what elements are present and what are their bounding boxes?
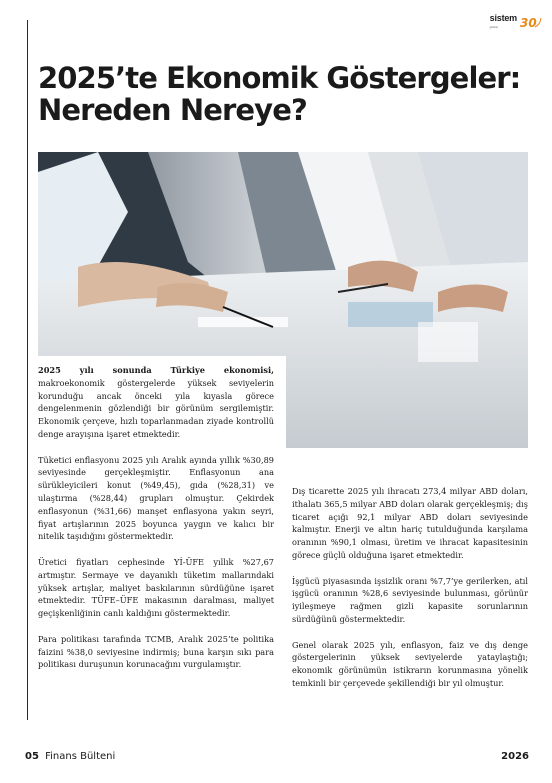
lead-paragraph (38, 364, 274, 441)
page-number: 05 (25, 751, 39, 762)
article-title (38, 62, 538, 126)
paragraph-inflation: Tüketici enflasyonu 2025 yılı Aralık ayında yıllık %30,89 seviyesinde gerçekleşmiştir. Enflasyonun ana sürükleyicileri konut (%49,45), gıda (%28,31) ve ulaştırma (%28,44) grupları olmuştur. Çekirdek enflasyonun (%31,66) manşet enflasyona yakın seyri, fiyat artışlarının 2025 boyunca yaygın ve kalıcı bir nitelik taşıdığını göstermektedir. (38, 454, 274, 542)
lead-bold: 2025 yılı sonunda Türkiye ekonomisi, (38, 365, 274, 375)
paragraph-labor-market: İşgücü piyasasında işsizlik oranı %7,7’ye gerilerken, atıl işgücü oranının %28,6 seviyesinde bulunması, görünür iyileşmeye rağmen gizli kapasite sorunlarının sürdüğünü göstermektedir. (292, 575, 528, 624)
left-column (38, 364, 274, 684)
paragraph-foreign-trade: Dış ticarette 2025 yılı ihracatı 273,4 milyar ABD doları, ithalatı 365,5 milyar ABD doları olarak gerçekleşmiş; dış ticaret açığı 92,1 milyar ABD doları seviyesinde kalmıştır. Enerji ve altın hariç tutulduğunda karşılama oranının %90,1 olması, üretim ve ihracat kapasitesinin görece güçlü olduğuna işaret etmektedir. (292, 486, 528, 560)
publication-year: 2026 (501, 751, 529, 762)
paragraph-producer-prices: Üretici fiyatları cephesinde Yİ-ÜFE yıllık %27,67 artmıştır. Sermaye ve dayanıklı tüketim mallarındaki yüksek artışlar, maliyet baskılarının sürdüğüne işaret etmektedir. TÜFE–ÜFE makasının daralması, maliyet geçişkenliğinin canlı kaldığını göstermektedir. (38, 556, 274, 619)
page-footer (25, 751, 529, 762)
logo-text: sistem (489, 13, 517, 23)
publication-title: Finans Bülteni (45, 751, 116, 762)
right-column (292, 485, 528, 703)
brand-logo (490, 6, 542, 29)
logo-subtext: global (489, 25, 498, 29)
paragraph-monetary-policy: Para politikası tarafında TCMB, Aralık 2025’te politika faizini %38,0 seviyesine indirmiş; buna karşın sıkı para politikası duruşunun korunacağını vurgulamıştır. (38, 633, 274, 670)
title-line-2: Nereden Nereye? (38, 93, 307, 127)
badge-number: 30 (520, 16, 537, 29)
title-line-1: 2025’te Ekonomik Göstergeler: (38, 61, 521, 95)
paragraph-conclusion: Genel olarak 2025 yılı, enflasyon, faiz ve dış denge göstergelerinin yüksek seviyelerde yataylaştığı; ekonomik görünümün istikrarın korunmasına yönelik temkinli bir çerçevede şekillendiği bir yıl olmuştur. (292, 639, 528, 688)
logo-wordmark (490, 6, 517, 29)
anniversary-badge-icon (520, 15, 542, 29)
lead-rest: makroekonomik göstergelerde yüksek seviyelerin korunduğu ancak önceki yıla kıyasla görece dengelenmenin gözlendiği bir görünüm sergilemiştir. Ekonomik çerçeve, hızlı toparlanmadan ziyade kontrollü denge arayışına işaret etmektedir. (38, 377, 274, 439)
